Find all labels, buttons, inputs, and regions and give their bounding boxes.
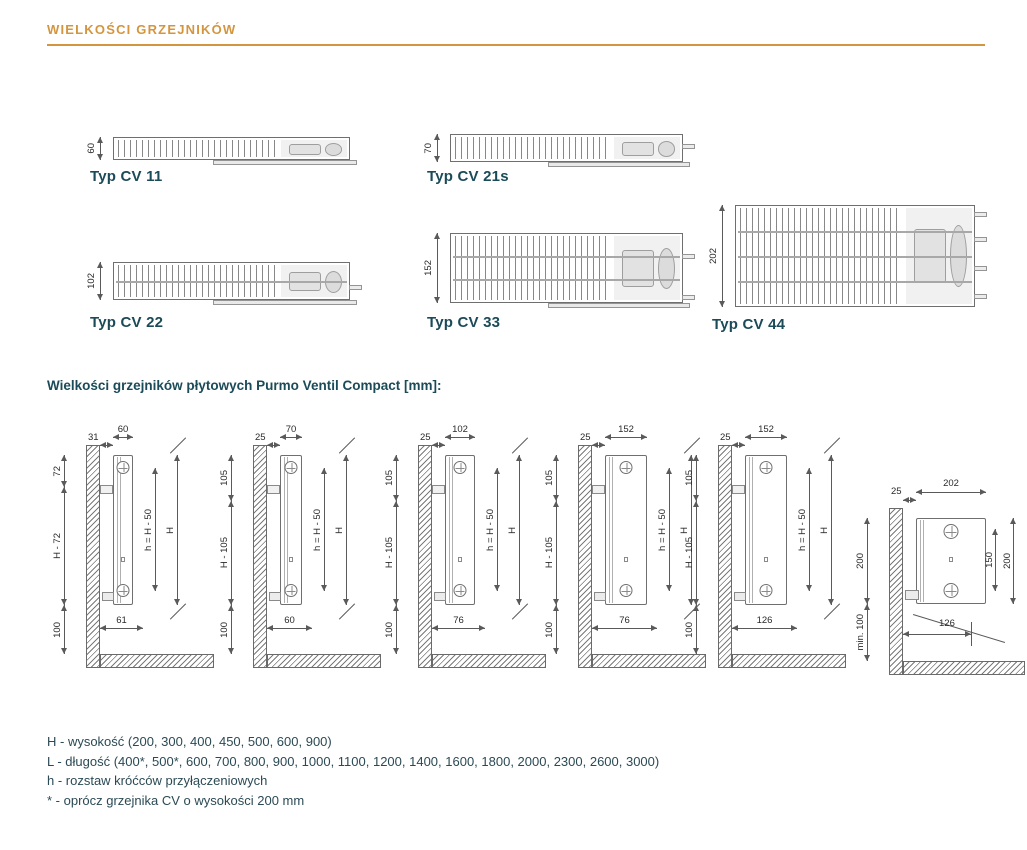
dim-bottom: 61: [116, 615, 127, 626]
dim-line-lower: [556, 605, 557, 654]
extension-line: [170, 603, 186, 619]
air-vent-icon: [285, 461, 298, 474]
dim-line-height: [519, 455, 520, 605]
dim-middle: H - 105: [684, 537, 695, 569]
plug-dot: [624, 557, 628, 562]
dim-line-lower: [396, 605, 397, 654]
dim-wall-gap: 31: [88, 432, 99, 443]
dim-wall-gap: 25: [255, 432, 266, 443]
dim-upper: 72: [52, 465, 63, 477]
valve-icon: [760, 584, 773, 597]
corner-view-202: [853, 470, 1027, 690]
dim-lower: 100: [52, 621, 63, 638]
dim-line-lower: [696, 605, 697, 654]
dim-line-upper: [696, 455, 697, 501]
dim-middle: H - 72: [52, 533, 63, 559]
top-view-cv44: [707, 198, 1007, 343]
dim-line-pipe-spacing: [155, 468, 156, 591]
dim-wall-gap: 25: [580, 432, 591, 443]
valve-endcap: [614, 236, 680, 300]
dim-height: H: [507, 526, 518, 534]
type-label-cv21s: Typ CV 21s: [427, 168, 509, 185]
dim-line-height: [831, 455, 832, 605]
wall-hatch: [578, 445, 592, 668]
dim-line-middle: [231, 501, 232, 605]
radiator-side-body: [280, 455, 302, 605]
depth-dim-label: 102: [86, 273, 97, 289]
plug-dot: [289, 557, 293, 562]
radiator-side-body: [745, 455, 787, 605]
type-label-cv33: Typ CV 33: [427, 314, 501, 331]
valve-icon: [944, 583, 959, 598]
dim-upper: 105: [384, 470, 395, 486]
dim-height: H: [165, 526, 176, 534]
dim-line-bottom: [903, 634, 971, 635]
panel-separator: [453, 256, 680, 258]
dim-top-width: 202: [943, 478, 959, 489]
top-view-cv22: [85, 255, 375, 340]
side-view-152b: [682, 423, 852, 679]
dim-line-bottom: [592, 628, 657, 629]
dim-line-top-width: [745, 437, 787, 438]
pipe-stub: [682, 295, 695, 300]
valve-endcap: [281, 140, 347, 157]
dim-line-top-width: [113, 437, 133, 438]
depth-dim-line: [437, 233, 438, 303]
dim-top-width: 102: [452, 424, 468, 435]
extension-line: [339, 437, 355, 453]
page-title: WIELKOŚCI GRZEJNIKÓW: [47, 22, 237, 37]
pipe-stub: [349, 285, 362, 290]
panel-separator: [116, 281, 347, 283]
bottom-strip: [548, 303, 690, 308]
floor-hatch: [732, 654, 846, 668]
dim-lower: 100: [384, 621, 395, 638]
dim-bottom: 126: [756, 615, 773, 626]
panel-separator: [738, 281, 972, 283]
dim-left-lower: min. 100: [855, 614, 866, 651]
type-label-cv11: Typ CV 11: [90, 168, 163, 185]
convector-fins: [455, 137, 610, 159]
dim-line-wall-gap: [267, 445, 280, 446]
wall-bracket: [267, 485, 280, 494]
extension-line: [170, 437, 186, 453]
header-rule: [47, 44, 985, 46]
type-label-cv44: Typ CV 44: [712, 316, 786, 333]
dim-middle: H - 105: [219, 537, 230, 569]
legend-line-length: L - długość (400*, 500*, 600, 700, 800, 900, 1000, 1100, 1200, 1400, 1600, 1800, 2000, 2300, 2600, 3000): [47, 753, 660, 769]
extension-line: [824, 437, 840, 453]
air-vent-icon: [944, 524, 959, 539]
dim-line-wall-gap: [592, 445, 605, 446]
connection-fitting: [434, 592, 446, 601]
dim-line-height: [346, 455, 347, 605]
valve-icon: [454, 584, 467, 597]
dim-line-wall-gap: [100, 445, 113, 446]
valve-icon: [285, 584, 298, 597]
legend-line-footnote: * - oprócz grzejnika CV o wysokości 200 mm: [47, 792, 305, 808]
plug-dot: [458, 557, 462, 562]
radiator-side-body: [605, 455, 647, 605]
dim-bottom: 126: [939, 618, 955, 629]
bottom-strip: [213, 300, 357, 305]
side-view-102: [382, 423, 552, 679]
air-vent-icon: [117, 461, 130, 474]
radiator-top-drawing: [113, 137, 350, 160]
dim-lower: 100: [544, 621, 555, 638]
connection-fitting: [594, 592, 606, 601]
pipe-run-line: [913, 614, 1005, 643]
dim-line-pipe-spacing: [497, 468, 498, 591]
dim-upper: 105: [684, 470, 695, 486]
radiator-top-drawing: [735, 205, 975, 307]
extension-line: [512, 437, 528, 453]
pipe-stub: [974, 294, 987, 299]
dim-line-lower: [64, 605, 65, 654]
wall-bracket: [100, 485, 113, 494]
dim-line-left-upper: [867, 518, 868, 604]
dim-top-width: 152: [618, 424, 634, 435]
connection-fitting: [905, 590, 919, 600]
air-vent-icon: [620, 461, 633, 474]
panel-separator: [738, 231, 972, 233]
panel-separator: [453, 279, 680, 281]
convector-fins: [118, 140, 277, 157]
radiator-side-body: [113, 455, 133, 605]
pipe-stub: [974, 266, 987, 271]
dim-line-top-width: [605, 437, 647, 438]
bottom-strip: [213, 160, 357, 165]
depth-dim-label: 152: [423, 260, 434, 276]
depth-dim-line: [100, 262, 101, 300]
dim-height: H: [334, 526, 345, 534]
floor-hatch: [267, 654, 381, 668]
top-view-cv11: [85, 130, 375, 200]
extension-line: [339, 603, 355, 619]
top-view-cv21s: [422, 127, 712, 197]
radiator-top-drawing: [113, 262, 350, 300]
dim-bottom: 76: [453, 615, 464, 626]
dim-pipe-spacing: h = H - 50: [657, 508, 668, 551]
legend-line-height: H - wysokość (200, 300, 400, 450, 500, 600, 900): [47, 734, 332, 749]
dim-top-width: 70: [285, 424, 297, 435]
dim-bottom: 76: [619, 615, 630, 626]
legend-line-pipe-spacing: h - rozstaw króćców przyłączeniowych: [47, 773, 268, 788]
dim-left-upper: 200: [855, 553, 866, 569]
radiator-side-body: [445, 455, 475, 605]
radiator-side-body: [916, 518, 986, 604]
valve-icon: [117, 584, 130, 597]
dim-line-upper: [396, 455, 397, 501]
dim-line-wall-gap: [432, 445, 445, 446]
dim-pipe-spacing: h = H - 50: [485, 508, 496, 551]
dim-line-pipe-spacing: [809, 468, 810, 591]
floor-hatch: [432, 654, 546, 668]
dim-top-width: 152: [758, 424, 774, 435]
dim-line-bottom: [100, 628, 143, 629]
radiator-top-drawing: [450, 233, 683, 303]
valve-icon: [620, 584, 633, 597]
dim-line-upper: [556, 455, 557, 501]
pipe-stub: [682, 144, 695, 149]
wall-bracket: [732, 485, 745, 494]
dim-upper: 105: [544, 470, 555, 486]
side-view-60: [50, 423, 220, 679]
pipe-stub: [974, 237, 987, 242]
dim-line-bottom: [732, 628, 797, 629]
floor-hatch: [903, 661, 1025, 675]
wall-hatch: [889, 508, 903, 675]
dim-line-middle: [556, 501, 557, 605]
dim-height: H: [679, 526, 690, 534]
dim-line-left-lower: [867, 604, 868, 661]
dim-middle: H - 105: [544, 537, 555, 569]
dim-height: H: [819, 526, 830, 534]
floor-hatch: [100, 654, 214, 668]
plug-dot: [121, 557, 125, 562]
dim-right-inner: 150: [984, 552, 995, 568]
wall-hatch: [418, 445, 432, 668]
convector-fins: [455, 236, 610, 300]
extension-tick: [971, 622, 972, 646]
depth-dim-line: [437, 134, 438, 162]
dim-line-middle: [396, 501, 397, 605]
dim-line-pipe-spacing: [669, 468, 670, 591]
wall-hatch: [718, 445, 732, 668]
section-subtitle: Wielkości grzejników płytowych Purmo Ventil Compact [mm]:: [47, 378, 442, 393]
wall-hatch: [86, 445, 100, 668]
wall-bracket: [432, 485, 445, 494]
dim-upper: 105: [219, 470, 230, 486]
dim-line-middle: [64, 487, 65, 605]
side-view-70: [217, 423, 387, 679]
depth-dim-label: 70: [423, 142, 434, 154]
depth-dim-label: 202: [708, 248, 719, 264]
radiator-top-drawing: [450, 134, 683, 162]
dim-wall-gap: 25: [420, 432, 431, 443]
pipe-stub: [682, 254, 695, 259]
dim-line-top-width: [445, 437, 475, 438]
dim-right-outer: 200: [1002, 553, 1013, 569]
dim-wall-gap: 25: [891, 486, 902, 497]
bottom-strip: [548, 162, 690, 167]
wall-hatch: [253, 445, 267, 668]
dim-pipe-spacing: h = H - 50: [143, 508, 154, 551]
pipe-stub: [974, 212, 987, 217]
dim-line-pipe-spacing: [324, 468, 325, 591]
dim-pipe-spacing: h = H - 50: [312, 508, 323, 551]
dim-line-middle: [696, 501, 697, 605]
dim-wall-gap: 25: [720, 432, 731, 443]
extension-line: [824, 603, 840, 619]
dim-line-wall-gap: [732, 445, 745, 446]
legend: [47, 732, 659, 810]
connection-fitting: [102, 592, 114, 601]
extension-line: [512, 603, 528, 619]
dim-line-upper: [231, 455, 232, 501]
depth-dim-line: [100, 137, 101, 160]
panel-separator: [738, 256, 972, 258]
dim-line-bottom: [267, 628, 312, 629]
air-vent-icon: [760, 461, 773, 474]
dim-pipe-spacing: h = H - 50: [797, 508, 808, 551]
depth-dim-line: [722, 205, 723, 307]
dim-middle: H - 105: [384, 537, 395, 569]
depth-dim-label: 60: [86, 143, 97, 154]
dim-line-upper: [64, 455, 65, 487]
valve-endcap: [614, 137, 680, 159]
wall-bracket: [592, 485, 605, 494]
dim-top-width: 60: [117, 424, 129, 435]
dim-lower: 100: [684, 621, 695, 638]
dim-line-height: [177, 455, 178, 605]
dim-line-top-width: [916, 492, 986, 493]
type-label-cv22: Typ CV 22: [90, 314, 164, 331]
plug-dot: [949, 557, 953, 562]
dim-line-lower: [231, 605, 232, 654]
dim-line-bottom: [432, 628, 485, 629]
air-vent-icon: [454, 461, 467, 474]
connection-fitting: [269, 592, 281, 601]
dim-bottom: 60: [284, 615, 295, 626]
connection-fitting: [734, 592, 746, 601]
dim-line-wall-gap: [903, 500, 916, 501]
top-view-cv33: [422, 226, 712, 341]
plug-dot: [764, 557, 768, 562]
dim-line-top-width: [280, 437, 302, 438]
dim-lower: 100: [219, 621, 230, 638]
